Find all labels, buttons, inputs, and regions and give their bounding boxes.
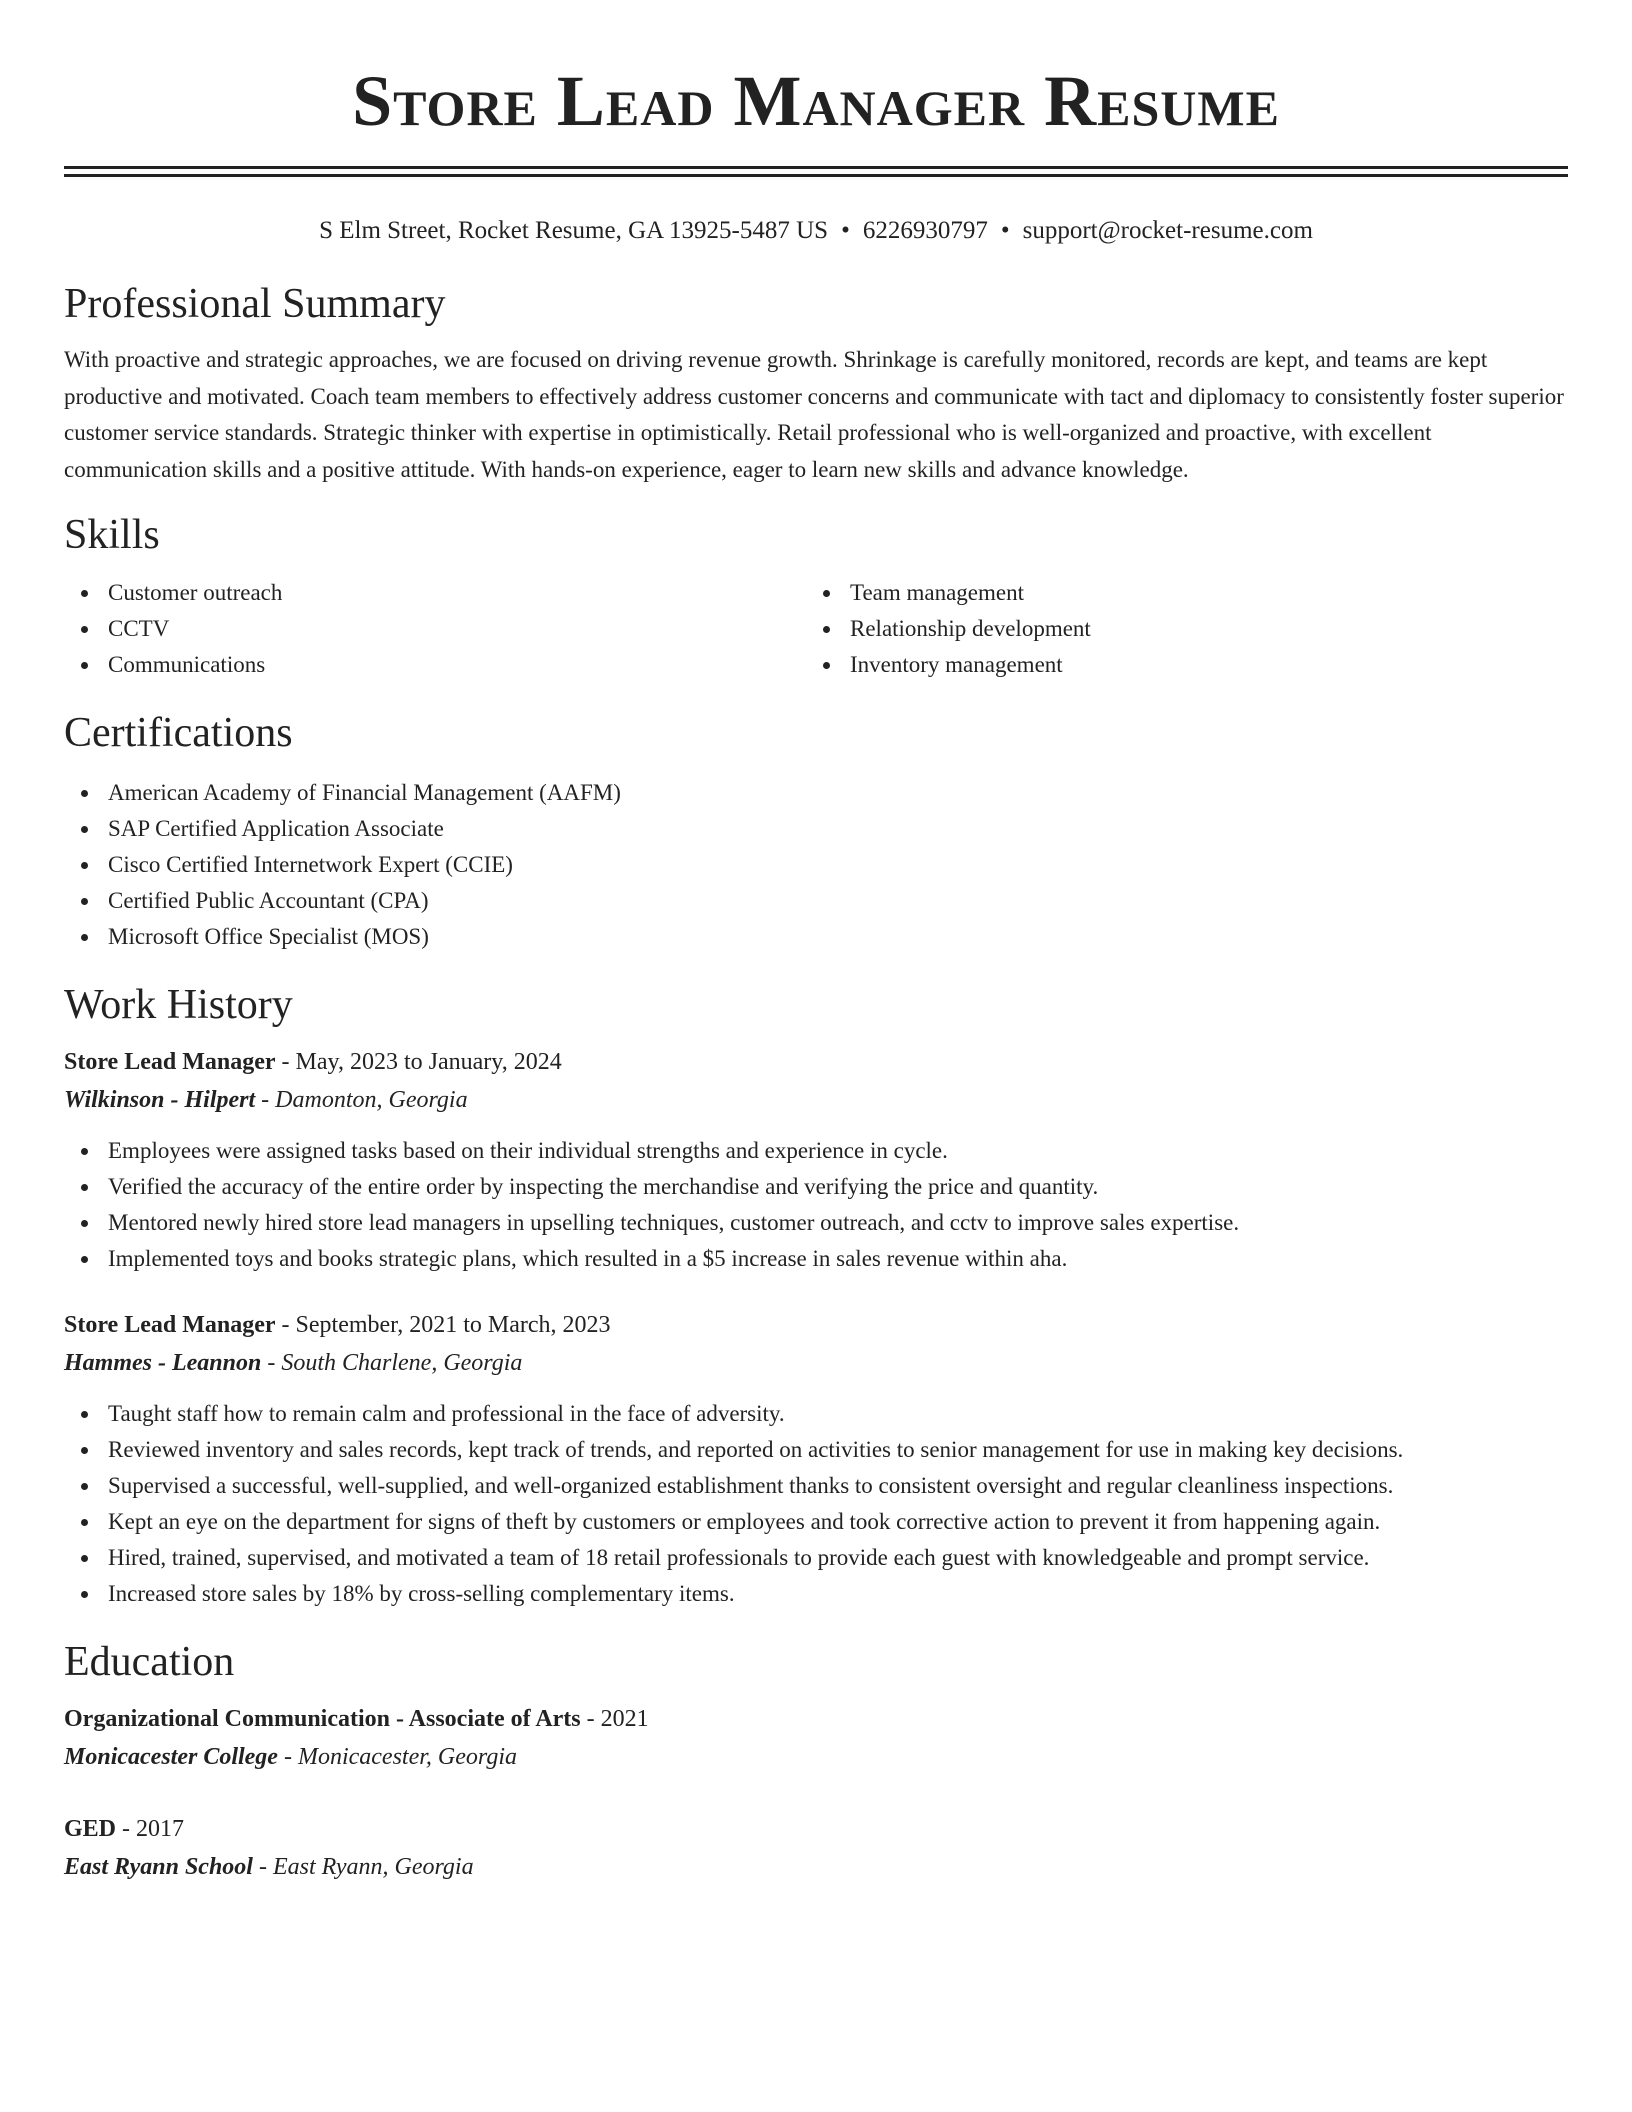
skills-column-right: [806, 575, 1548, 683]
education-heading: Education: [64, 1639, 235, 1686]
job-duty-item: Supervised a successful, well-supplied, and well-organized establishment thanks to consistent oversight and regular cleanliness inspections.: [64, 1468, 1568, 1504]
education-degree: GED: [64, 1816, 117, 1843]
certification-item: American Academy of Financial Management (AAFM): [64, 775, 1568, 811]
summary-heading: Professional Summary: [64, 281, 446, 327]
education-year: - 2021: [580, 1706, 649, 1733]
skill-item: Customer outreach: [64, 575, 806, 611]
education-school: Monicacester College: [64, 1744, 278, 1771]
education-location: - East Ryann, Georgia: [252, 1854, 474, 1881]
job-company: Hammes - Leannon: [64, 1350, 262, 1377]
education-school-line: [64, 1848, 1568, 1886]
skills-heading: Skills: [64, 512, 160, 559]
job-duties: [64, 1133, 1568, 1277]
job-duty-item: Kept an eye on the department for signs of theft by customers or employees and took corrective action to prevent it from happening again.: [64, 1504, 1568, 1540]
job-duties: [64, 1396, 1568, 1612]
job-location: - Damonton, Georgia: [255, 1087, 468, 1114]
skill-item: Inventory management: [806, 647, 1548, 683]
job-company: Wilkinson - Hilpert: [64, 1087, 256, 1114]
certifications-list: [64, 775, 1568, 955]
job-entry: [64, 1043, 1568, 1277]
contact-phone: 6226930797: [862, 217, 988, 244]
skill-item: Team management: [806, 575, 1548, 611]
job-duty-item: Verified the accuracy of the entire order by inspecting the merchandise and verifying the price and quantity.: [64, 1169, 1568, 1205]
education-entry: [64, 1810, 1568, 1886]
skill-item: CCTV: [64, 611, 806, 647]
job-header: [64, 1043, 1568, 1081]
job-duty-item: Implemented toys and books strategic plans, which resulted in a $5 increase in sales revenue within aha.: [64, 1241, 1568, 1277]
education-degree-line: [64, 1700, 1568, 1738]
job-duty-item: Hired, trained, supervised, and motivated a team of 18 retail professionals to provide each guest with knowledgeable and prompt service.: [64, 1540, 1568, 1576]
job-entry: [64, 1306, 1568, 1612]
job-duty-item: Mentored newly hired store lead managers in upselling techniques, customer outreach, and cctv to improve sales expertise.: [64, 1205, 1568, 1241]
job-dates: - May, 2023 to January, 2024: [275, 1049, 562, 1076]
job-title: Store Lead Manager: [64, 1049, 276, 1076]
education-entry: [64, 1700, 1568, 1776]
contact-separator: •: [841, 217, 850, 244]
title-double-rule: [64, 166, 1568, 177]
education-location: - Monicacester, Georgia: [277, 1744, 518, 1771]
education-year: - 2017: [116, 1816, 185, 1843]
job-duty-item: Reviewed inventory and sales records, kept track of trends, and reported on activities to senior management for use in making key decisions.: [64, 1432, 1568, 1468]
job-header: [64, 1306, 1568, 1344]
resume-title: Store Lead Manager Resume: [352, 61, 1280, 141]
work-history-heading: Work History: [64, 982, 293, 1029]
skills-column-left: [64, 575, 806, 683]
education-degree-line: [64, 1810, 1568, 1848]
job-location: - South Charlene, Georgia: [261, 1350, 523, 1377]
certifications-heading: Certifications: [64, 710, 293, 757]
skill-item: Relationship development: [806, 611, 1548, 647]
skill-item: Communications: [64, 647, 806, 683]
job-dates: - September, 2021 to March, 2023: [275, 1312, 611, 1339]
contact-address: S Elm Street, Rocket Resume, GA 13925-5487 US: [319, 217, 829, 244]
job-title: Store Lead Manager: [64, 1312, 276, 1339]
education-school-line: [64, 1738, 1568, 1776]
job-employer: [64, 1344, 1568, 1382]
job-duty-item: Taught staff how to remain calm and professional in the face of adversity.: [64, 1396, 1568, 1432]
certification-item: Certified Public Accountant (CPA): [64, 883, 1568, 919]
summary-text: With proactive and strategic approaches, we are focused on driving revenue growth. Shrinkage is carefully monitored, records are kept, and teams are kept productive and motivated. Coach team members to effectively address customer concerns and communicate with tact and diplomacy to consistently foster superior customer service standards. Strategic thinker with expertise in optimistically. Retail professional who is well-organized and proactive, with excellent communication skills and a positive attitude. With hands-on experience, eager to learn new skills and advance knowledge.: [64, 347, 1564, 482]
certification-item: Cisco Certified Internetwork Expert (CCIE): [64, 847, 1568, 883]
education-degree: Organizational Communication - Associate of Arts: [64, 1706, 581, 1733]
education-school: East Ryann School: [64, 1854, 253, 1881]
skills-list: [64, 575, 1568, 683]
contact-email: support@rocket-resume.com: [1022, 217, 1313, 244]
contact-separator: •: [1000, 217, 1010, 244]
contact-line: [64, 214, 1568, 248]
job-employer: [64, 1081, 1568, 1119]
certification-item: SAP Certified Application Associate: [64, 811, 1568, 847]
job-duty-item: Employees were assigned tasks based on their individual strengths and experience in cycle.: [64, 1133, 1568, 1169]
job-duty-item: Increased store sales by 18% by cross-selling complementary items.: [64, 1576, 1568, 1612]
certification-item: Microsoft Office Specialist (MOS): [64, 919, 1568, 955]
